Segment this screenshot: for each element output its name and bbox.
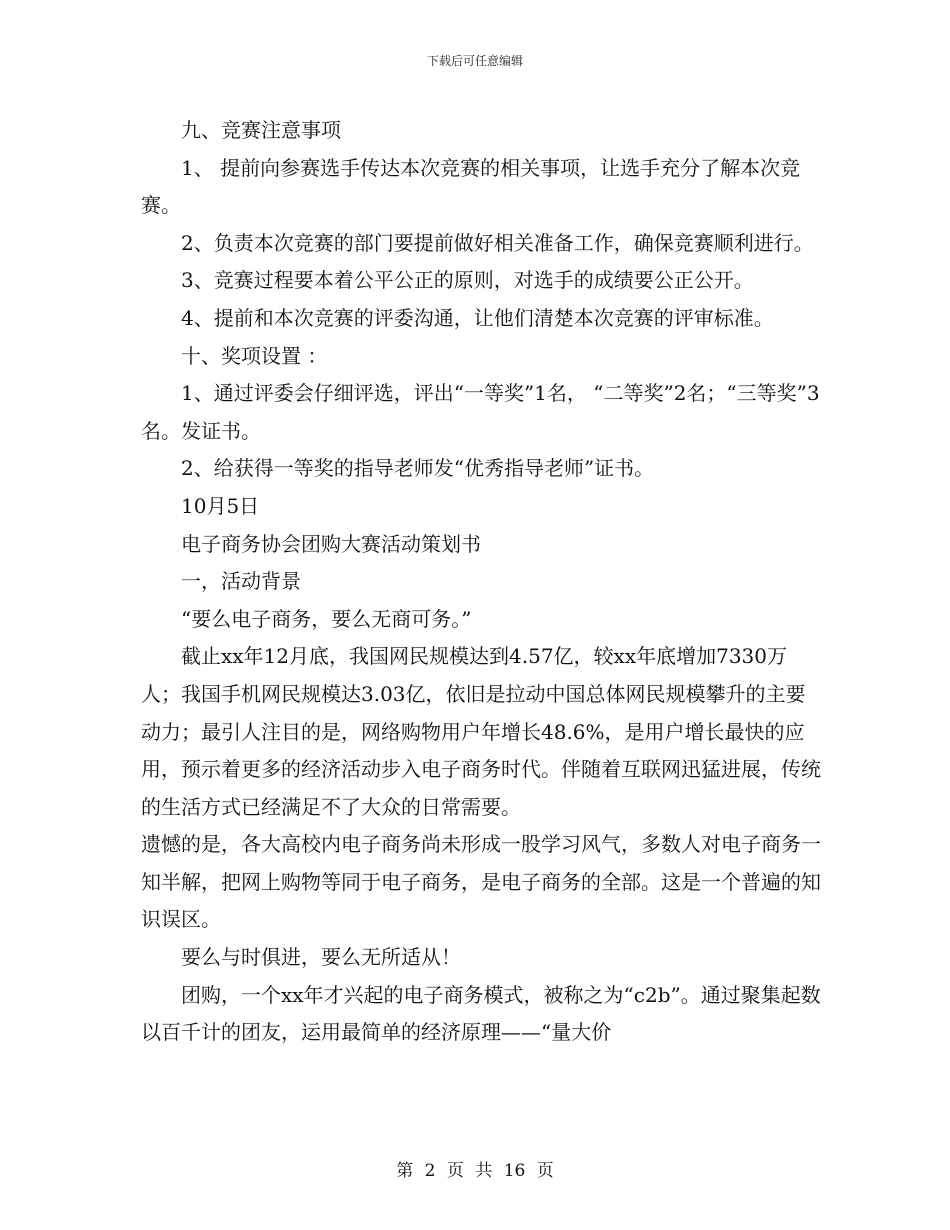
- paragraph: 1、 提前向参赛选手传达本次竞赛的相关事项，让选手充分了解本次竞赛。: [141, 155, 801, 218]
- paragraph: 2、负责本次竞赛的部门要提前做好相关准备工作，确保竞赛顺利进行。: [181, 230, 814, 255]
- section-heading-background: 一，活动背景: [181, 569, 301, 594]
- document-body: [141, 112, 821, 1052]
- paragraph: 4、提前和本次竞赛的评委沟通，让他们清楚本次竞赛的评审标准。: [181, 305, 774, 330]
- paragraph: 遗憾的是，各大高校内电子商务尚未形成一股学习风气，多数人对电子商务一知半解，把网上购物等同于电子商务，是电子商务的全部。这是一个普遍的知识误区。: [141, 832, 821, 932]
- paragraph: 团购，一个xx年才兴起的电子商务模式，被称之为“c2b”。通过聚集起数以百千计的团友，运用最简单的经济原理——“量大价: [141, 982, 821, 1045]
- page-footer: 第 2 页 共 16 页: [396, 1161, 554, 1181]
- paragraph: 2、给获得一等奖的指导老师发“优秀指导老师”证书。: [181, 456, 655, 481]
- section-heading-precautions: 九、竞赛注意事项: [181, 118, 341, 142]
- paragraph: 要么与时俱进，要么无所适从！: [181, 945, 461, 970]
- paragraph: 截止xx年12月底，我国网民规模达到4.57亿，较xx年底增加7330万人；我国手机网民规模达3.03亿，依旧是拉动中国总体网民规模攀升的主要动力；最引人注目的是，网络购物用户年增长48.6%，是用户增长最快的应用，预示着更多的经济活动步入电子商务时代。伴随着互联网迅猛进展，传统的生活方式已经满足不了大众的日常需要。: [141, 644, 821, 819]
- paragraph: 3、竞赛过程要本着公平公正的原则，对选手的成绩要公正公开。: [181, 268, 754, 293]
- header-note: 下载后可任意编辑: [426, 54, 523, 68]
- quote-line: “要么电子商务，要么无商可务。”: [181, 606, 472, 631]
- paragraph: 1、通过评委会仔细评选，评出“一等奖”1名， “二等奖”2名；“三等奖”3名。发证书。: [141, 381, 820, 443]
- document-title: 电子商务协会团购大赛活动策划书: [181, 531, 481, 556]
- date-line: 10月5日: [181, 493, 260, 518]
- section-heading-awards: 十、奖项设置 ：: [181, 343, 328, 368]
